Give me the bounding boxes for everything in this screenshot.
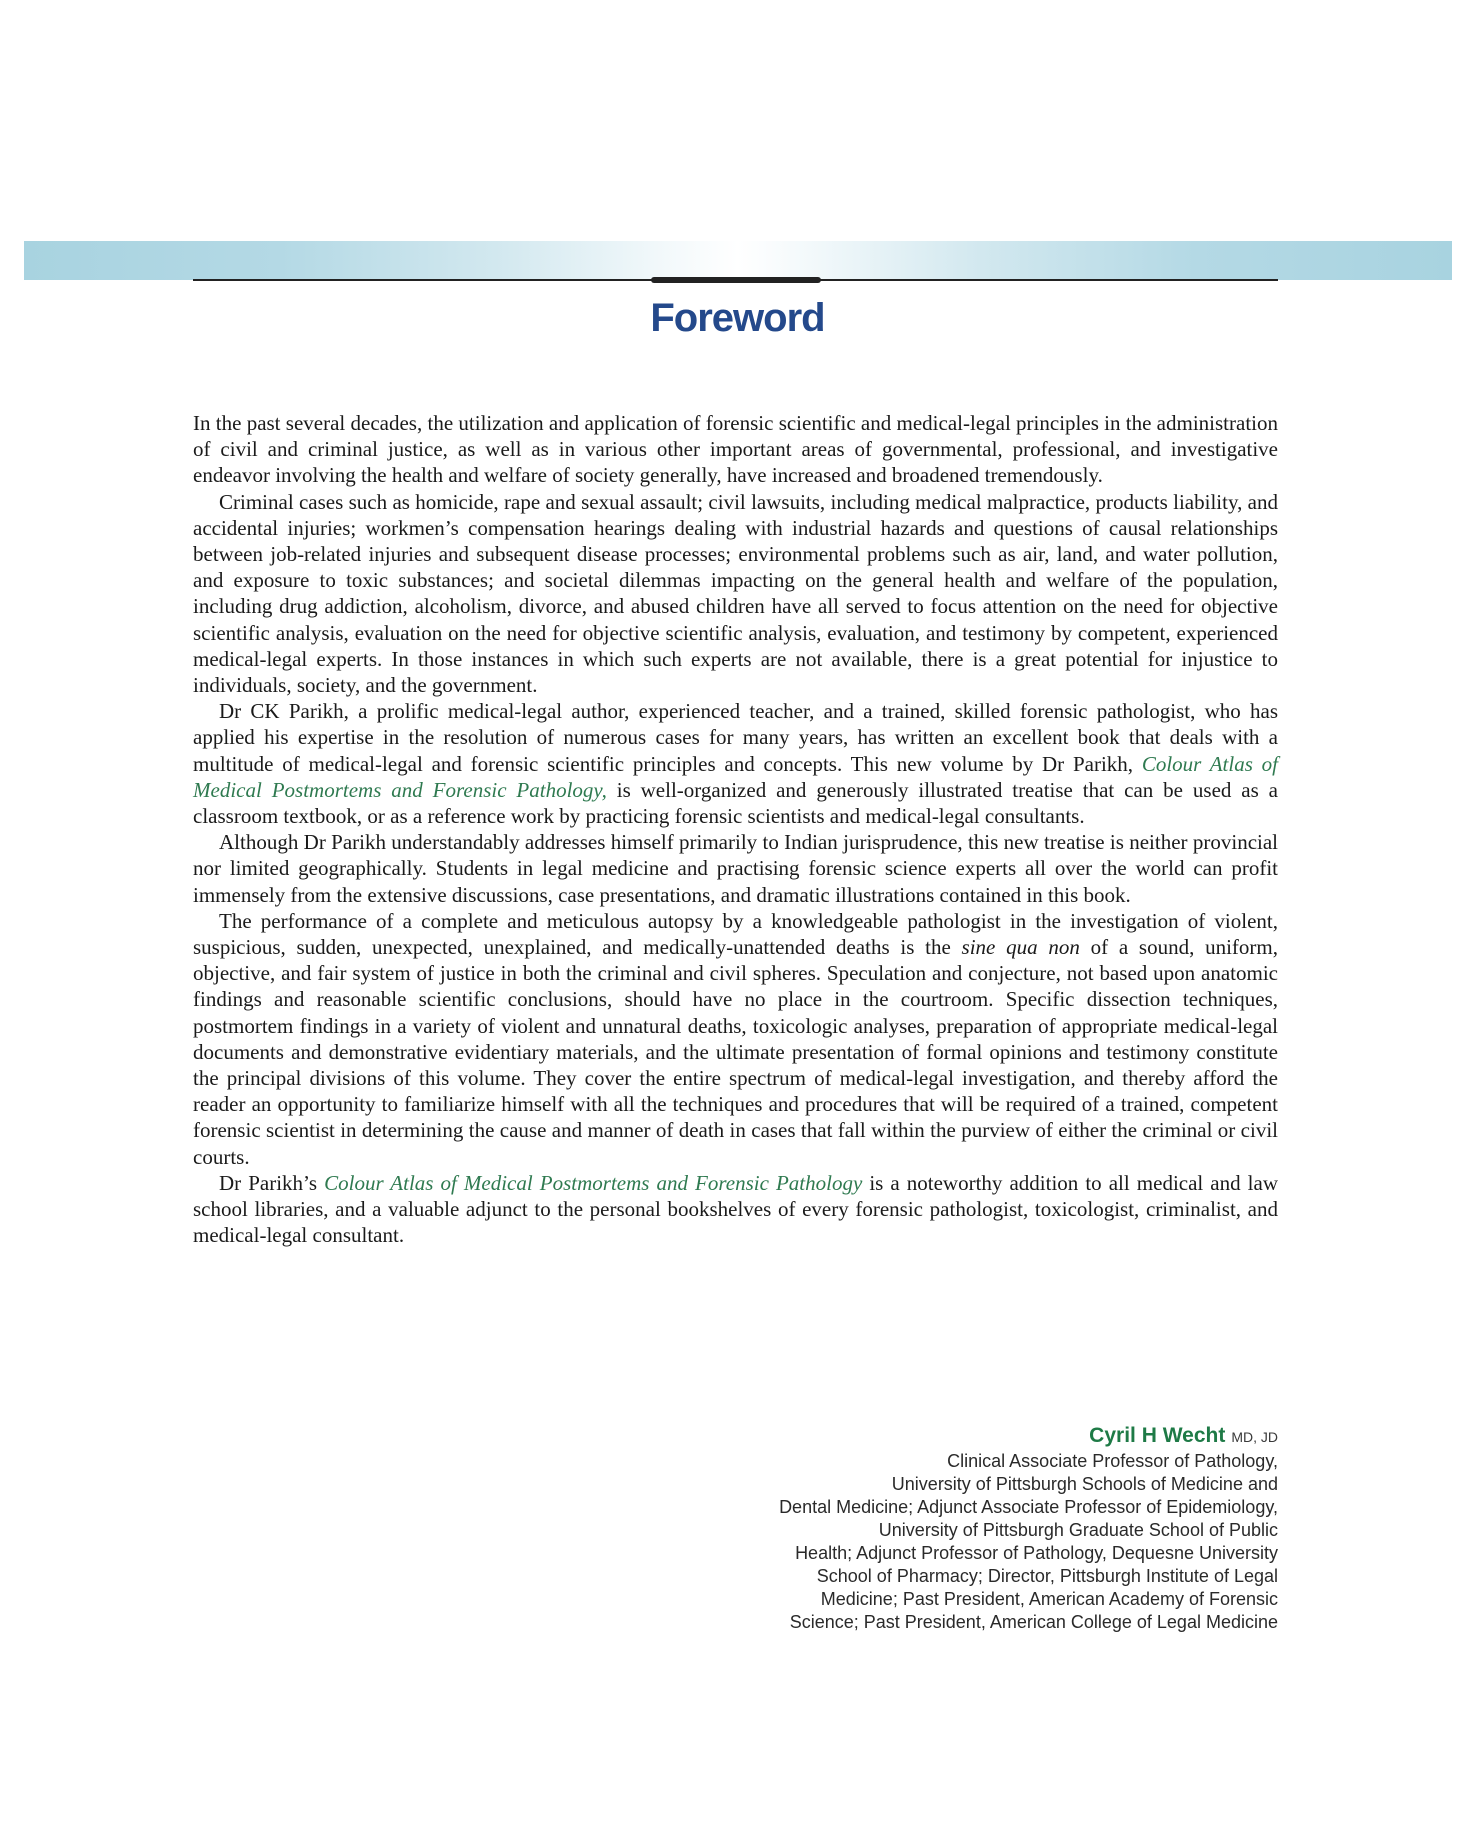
header-band (24, 241, 1452, 280)
affiliation-line: Clinical Associate Professor of Pathology, (947, 1451, 1278, 1471)
paragraph-text: In the past several decades, the utilization and application of forensic scientific and medical-legal principles in the administration of civil and criminal justice, as well as in various other important areas of governmental, professional, and investigative endeavor involving the health and welfare of society generally, have increased and broadened tremendously. (193, 411, 1278, 488)
affiliation-line: University of Pittsburgh Schools of Medicine and (891, 1474, 1278, 1494)
signature-name-line (658, 1424, 1278, 1448)
paragraph-1 (193, 410, 1278, 489)
signature-degrees: MD, JD (1231, 1429, 1278, 1445)
header-rule-accent (651, 277, 821, 283)
signature-block (658, 1424, 1278, 1634)
paragraph-text: Criminal cases such as homicide, rape and sexual assault; civil lawsuits, including medical malpractice, products liability, and accidental injuries; workmen’s compensation hearings dealing with industrial hazards and questions of causal relationships between job-related injuries and subsequent disease processes; environmental problems such as air, land, and water pollution, and exposure to toxic substances; and societal dilemmas impacting on the general health and welfare of the population, including drug addiction, alcoholism, divorce, and abused children have all served to focus attention on the need for objective scientific analysis, evaluation on the need for objective scientific analysis, evaluation, and testimony by competent, experienced medical-legal experts. In those instances in which such experts are not available, there is a great potential for injustice to individuals, society, and the government. (193, 489, 1278, 698)
paragraph-6 (193, 1170, 1278, 1249)
affiliation-line: Science; Past President, American College of Legal Medicine (789, 1612, 1278, 1632)
foreword-body (193, 410, 1278, 1249)
paragraph-text: is a noteworthy addition to all medical and law school libraries, and a valuable adjunct to the personal bookshelves of every forensic pathologist, toxicologist, criminalist, and medical-legal consultant. (193, 1170, 1278, 1248)
paragraph-4 (193, 829, 1278, 908)
paragraph-text: is well-organized and generously illustrated treatise that can be used as a classroom textbook, or as a reference work by practicing forensic scientists and medical-legal consultants. (193, 777, 1278, 829)
affiliation-line: Health; Adjunct Professor of Pathology, Dequesne University (795, 1543, 1278, 1563)
paragraph-2 (193, 489, 1278, 699)
affiliation-line: Dental Medicine; Adjunct Associate Professor of Epidemiology, (779, 1497, 1278, 1517)
book-title: Colour Atlas of Medical Postmortems and Forensic Pathology, (193, 751, 1278, 802)
paragraph-text: The performance of a complete and meticulous autopsy by a knowledgeable pathologist in the investigation of violent, suspicious, sudden, unexpected, unexplained, and medically-unattended deaths is the (193, 908, 1278, 960)
paragraph-text: Dr CK Parikh, a prolific medical-legal author, experienced teacher, and a trained, skilled forensic pathologist, who has applied his expertise in the resolution of numerous cases for many years, has written an excellent book that deals with a multitude of medical-legal and forensic scientific principles and concepts. This new volume by Dr Parikh, (193, 699, 1278, 776)
paragraph-text: of a sound, uniform, objective, and fair system of justice in both the criminal and civil spheres. Speculation and conjecture, not based upon anatomic findings and reasonable scientific conclusions, should have no place in the courtroom. Specific dissection techniques, postmortem findings in a variety of violent and unnatural deaths, toxicologic analyses, preparation of appropriate medical-legal documents and demonstrative evidentiary materials, and the ultimate presentation of formal opinions and testimony constitute the principal divisions of this volume. They cover the entire spectrum of medical-legal investigation, and thereby afford the reader an opportunity to familiarize himself with all the techniques and procedures that will be required of a trained, competent forensic scientist in determining the cause and manner of death in cases that fall within the purview of either the criminal or civil courts. (193, 935, 1278, 1169)
affiliation-line: Medicine; Past President, American Academy of Forensic (820, 1589, 1278, 1609)
affiliation-line: University of Pittsburgh Graduate School of Public (878, 1520, 1278, 1540)
affiliation-line: School of Pharmacy; Director, Pittsburgh Institute of Legal (816, 1566, 1278, 1586)
book-title: Colour Atlas of Medical Postmortems and Forensic Pathology (324, 1170, 863, 1195)
paragraph-text: Dr Parikh’s (219, 1170, 325, 1195)
paragraph-3 (193, 698, 1278, 829)
paragraph-5 (193, 908, 1278, 1170)
page-title: Foreword (650, 296, 825, 340)
paragraph-text: Although Dr Parikh understandably addresses himself primarily to Indian jurisprudence, this new treatise is neither provincial nor limited geographically. Students in legal medicine and practising forensic science experts all over the world can profit immensely from the extensive discussions, case presentations, and dramatic illustrations contained in this book. (193, 830, 1278, 907)
signature-name: Cyril H Wecht (1089, 1424, 1226, 1447)
latin-phrase: sine qua non (961, 935, 1080, 960)
